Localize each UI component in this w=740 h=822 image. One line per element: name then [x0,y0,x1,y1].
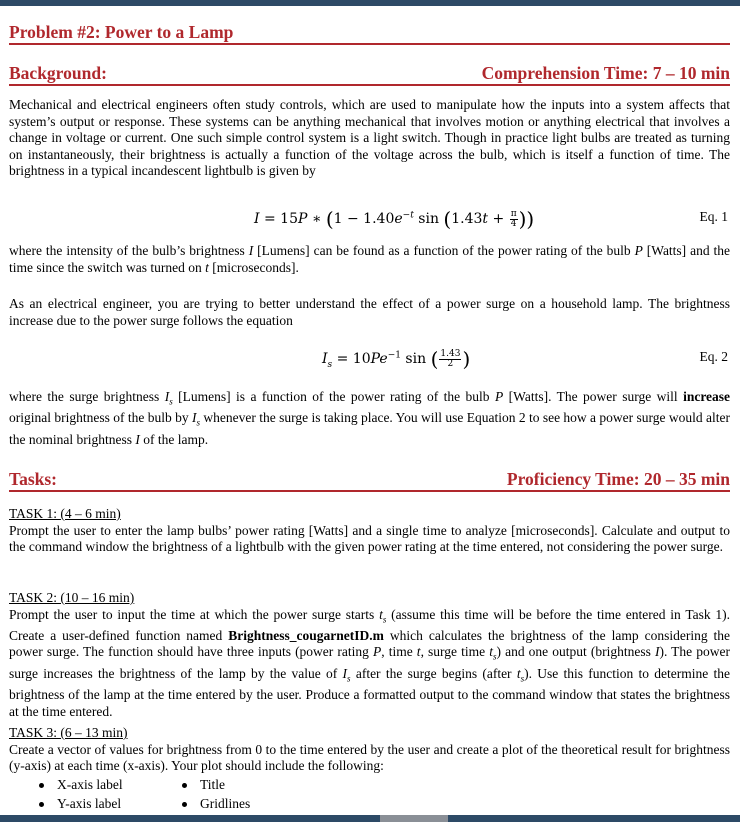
equation-2-math: $I_s = 10Pe^{-1}$ sin ( $\frac{1.43}{2}$ ) [322,347,471,371]
tasks-header [9,469,730,492]
comprehension-time: Comprehension Time: 7 – 10 min [481,63,730,83]
bullet-icon [39,802,44,807]
task-1-body: Prompt the user to enter the lamp bulbs’ power rating [Watts] and a single time to analyze [microseconds]. Calculate and output to the command window the brightness of a lightbulb with the given power rating at the time entered, not considering the power surge. [9,522,730,555]
bullet-icon [182,783,187,788]
equation-2-description: where the surge brightness $I_s$ [Lumens] is a function of the power rating of the bulb P [Watts]. The power surge will increase original brightness of the bulb by $I_s$ whenever the surge is taking place. You will use Equation 2 to see how a power surge would alter the nominal brightness I of the lamp. [9,389,731,447]
surge-intro: As an electrical engineer, you are trying to better understand the effect of a power surge on a household lamp. The brightness increase due to the power surge follows the equation [9,296,730,328]
task-1-title: TASK 1: (4 – 6 min) [9,506,121,521]
task-3-title: TASK 3: (6 – 13 min) [9,725,128,740]
bullet-icon [182,802,187,807]
bottom-accent-bar [0,815,740,822]
equation-1-label: Eq. 1 [699,209,728,224]
requirement-gridlines: Gridlines [182,795,250,812]
equation-1-math: I = 15P ∗ ($1 - 1.40e^{-t}$ sin (1.43t + $\frac{\pi}{4}$ )) [254,207,535,231]
background-header [9,63,730,86]
task-3-body: Create a vector of values for brightness from 0 to the time entered by the user and create a plot of the theoretical result for brightness (y-axis) at each time (x-axis). Your plot should include the following: [9,741,730,774]
task-1 [9,506,730,556]
equation-2-label: Eq. 2 [699,349,728,364]
top-accent-bar [0,0,740,6]
task-2-title: TASK 2: (10 – 16 min) [9,590,135,605]
background-intro: Mechanical and electrical engineers often study controls, which are used to manipulate how the inputs into a system affects that system’s output or response. These systems can be anything mechanical that involves motion or anything electrical that involves a change in voltage or current. One such simple control system is a light switch. Though in practice light bulbs are treated as turning on instantaneously, their brightness is actually a function of the voltage across the bulb, which is itself a function of time. The brightness in a typical incandescent lightbulb is given by [9,97,730,179]
proficiency-time: Proficiency Time: 20 – 35 min [506,469,730,489]
equation-1-description: where the intensity of the bulb’s brightness I [Lumens] can be found as a function of the power rating of the bulb P [Watts] and the time since the switch was turned on t [microseconds]. [9,243,731,275]
bullet-icon [39,783,44,788]
task-3 [9,725,730,775]
equation-2 [9,343,730,371]
task-2 [9,590,730,720]
equation-1 [9,203,730,231]
requirement-title: Title [182,776,225,793]
task-2-body: Prompt the user to input the time at which the power surge starts $t_s$ (assume this time will be before the time entered in Task 1). Create a user-defined function named Brightness_cougarnetID.m which calculates the brightness of the lamp considering the power surge. The function should have three inputs (power rating P, time t, surge time $t_s$) and one output (brightness I). The power surge increases the brightness of the lamp by the value of $I_s$ after the surge begins (after $t_s$). Use this function to determine the brightness of the lamp at the time entered by the user. Produce a formatted output to the command window that states the brightness at the time entered. [9,606,731,719]
requirement-x-axis-label: X-axis label [39,776,123,793]
problem-title: Problem #2: Power to a Lamp [9,22,730,45]
requirement-y-axis-label: Y-axis label [39,795,121,812]
tasks-heading: Tasks: [9,469,57,489]
background-heading: Background: [9,63,107,83]
